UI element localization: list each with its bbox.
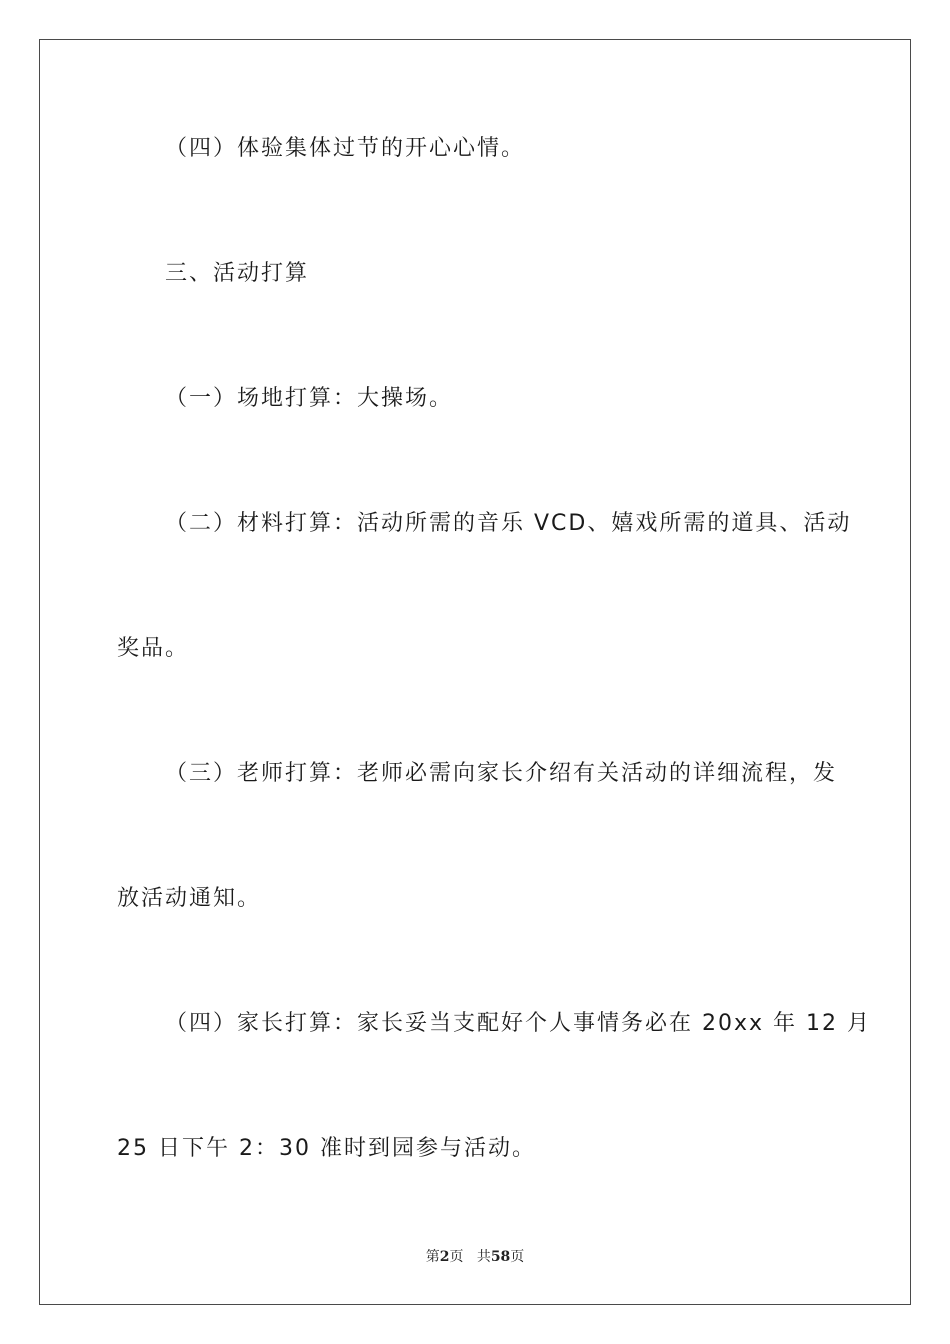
- page-footer: [0, 1248, 950, 1266]
- paragraph-line-7: 放活动通知。: [117, 886, 262, 911]
- page-border: [39, 39, 911, 1305]
- footer-total-prefix: 共: [476, 1249, 491, 1265]
- footer-page-number: 2: [439, 1249, 450, 1265]
- paragraph-line-3: （一）场地打算：大操场。: [165, 386, 454, 411]
- footer-total-pages: 58: [490, 1249, 511, 1265]
- paragraph-line-9: 25 日下午 2：30 准时到园参与活动。: [117, 1136, 536, 1161]
- footer-page-suffix: 页: [449, 1249, 464, 1265]
- paragraph-line-1: （四）体验集体过节的开心心情。: [165, 136, 526, 161]
- paragraph-line-5: 奖品。: [117, 636, 190, 661]
- paragraph-line-4: （二）材料打算：活动所需的音乐 VCD、嬉戏所需的道具、活动: [165, 511, 852, 536]
- footer-page-prefix: 第: [425, 1249, 440, 1265]
- paragraph-line-6: （三）老师打算：老师必需向家长介绍有关活动的详细流程，发: [165, 761, 838, 786]
- section-heading: 三、活动打算: [165, 261, 310, 286]
- footer-total-suffix: 页: [510, 1249, 525, 1265]
- paragraph-line-8: （四）家长打算：家长妥当支配好个人事情务必在 20xx 年 12 月: [165, 1011, 872, 1036]
